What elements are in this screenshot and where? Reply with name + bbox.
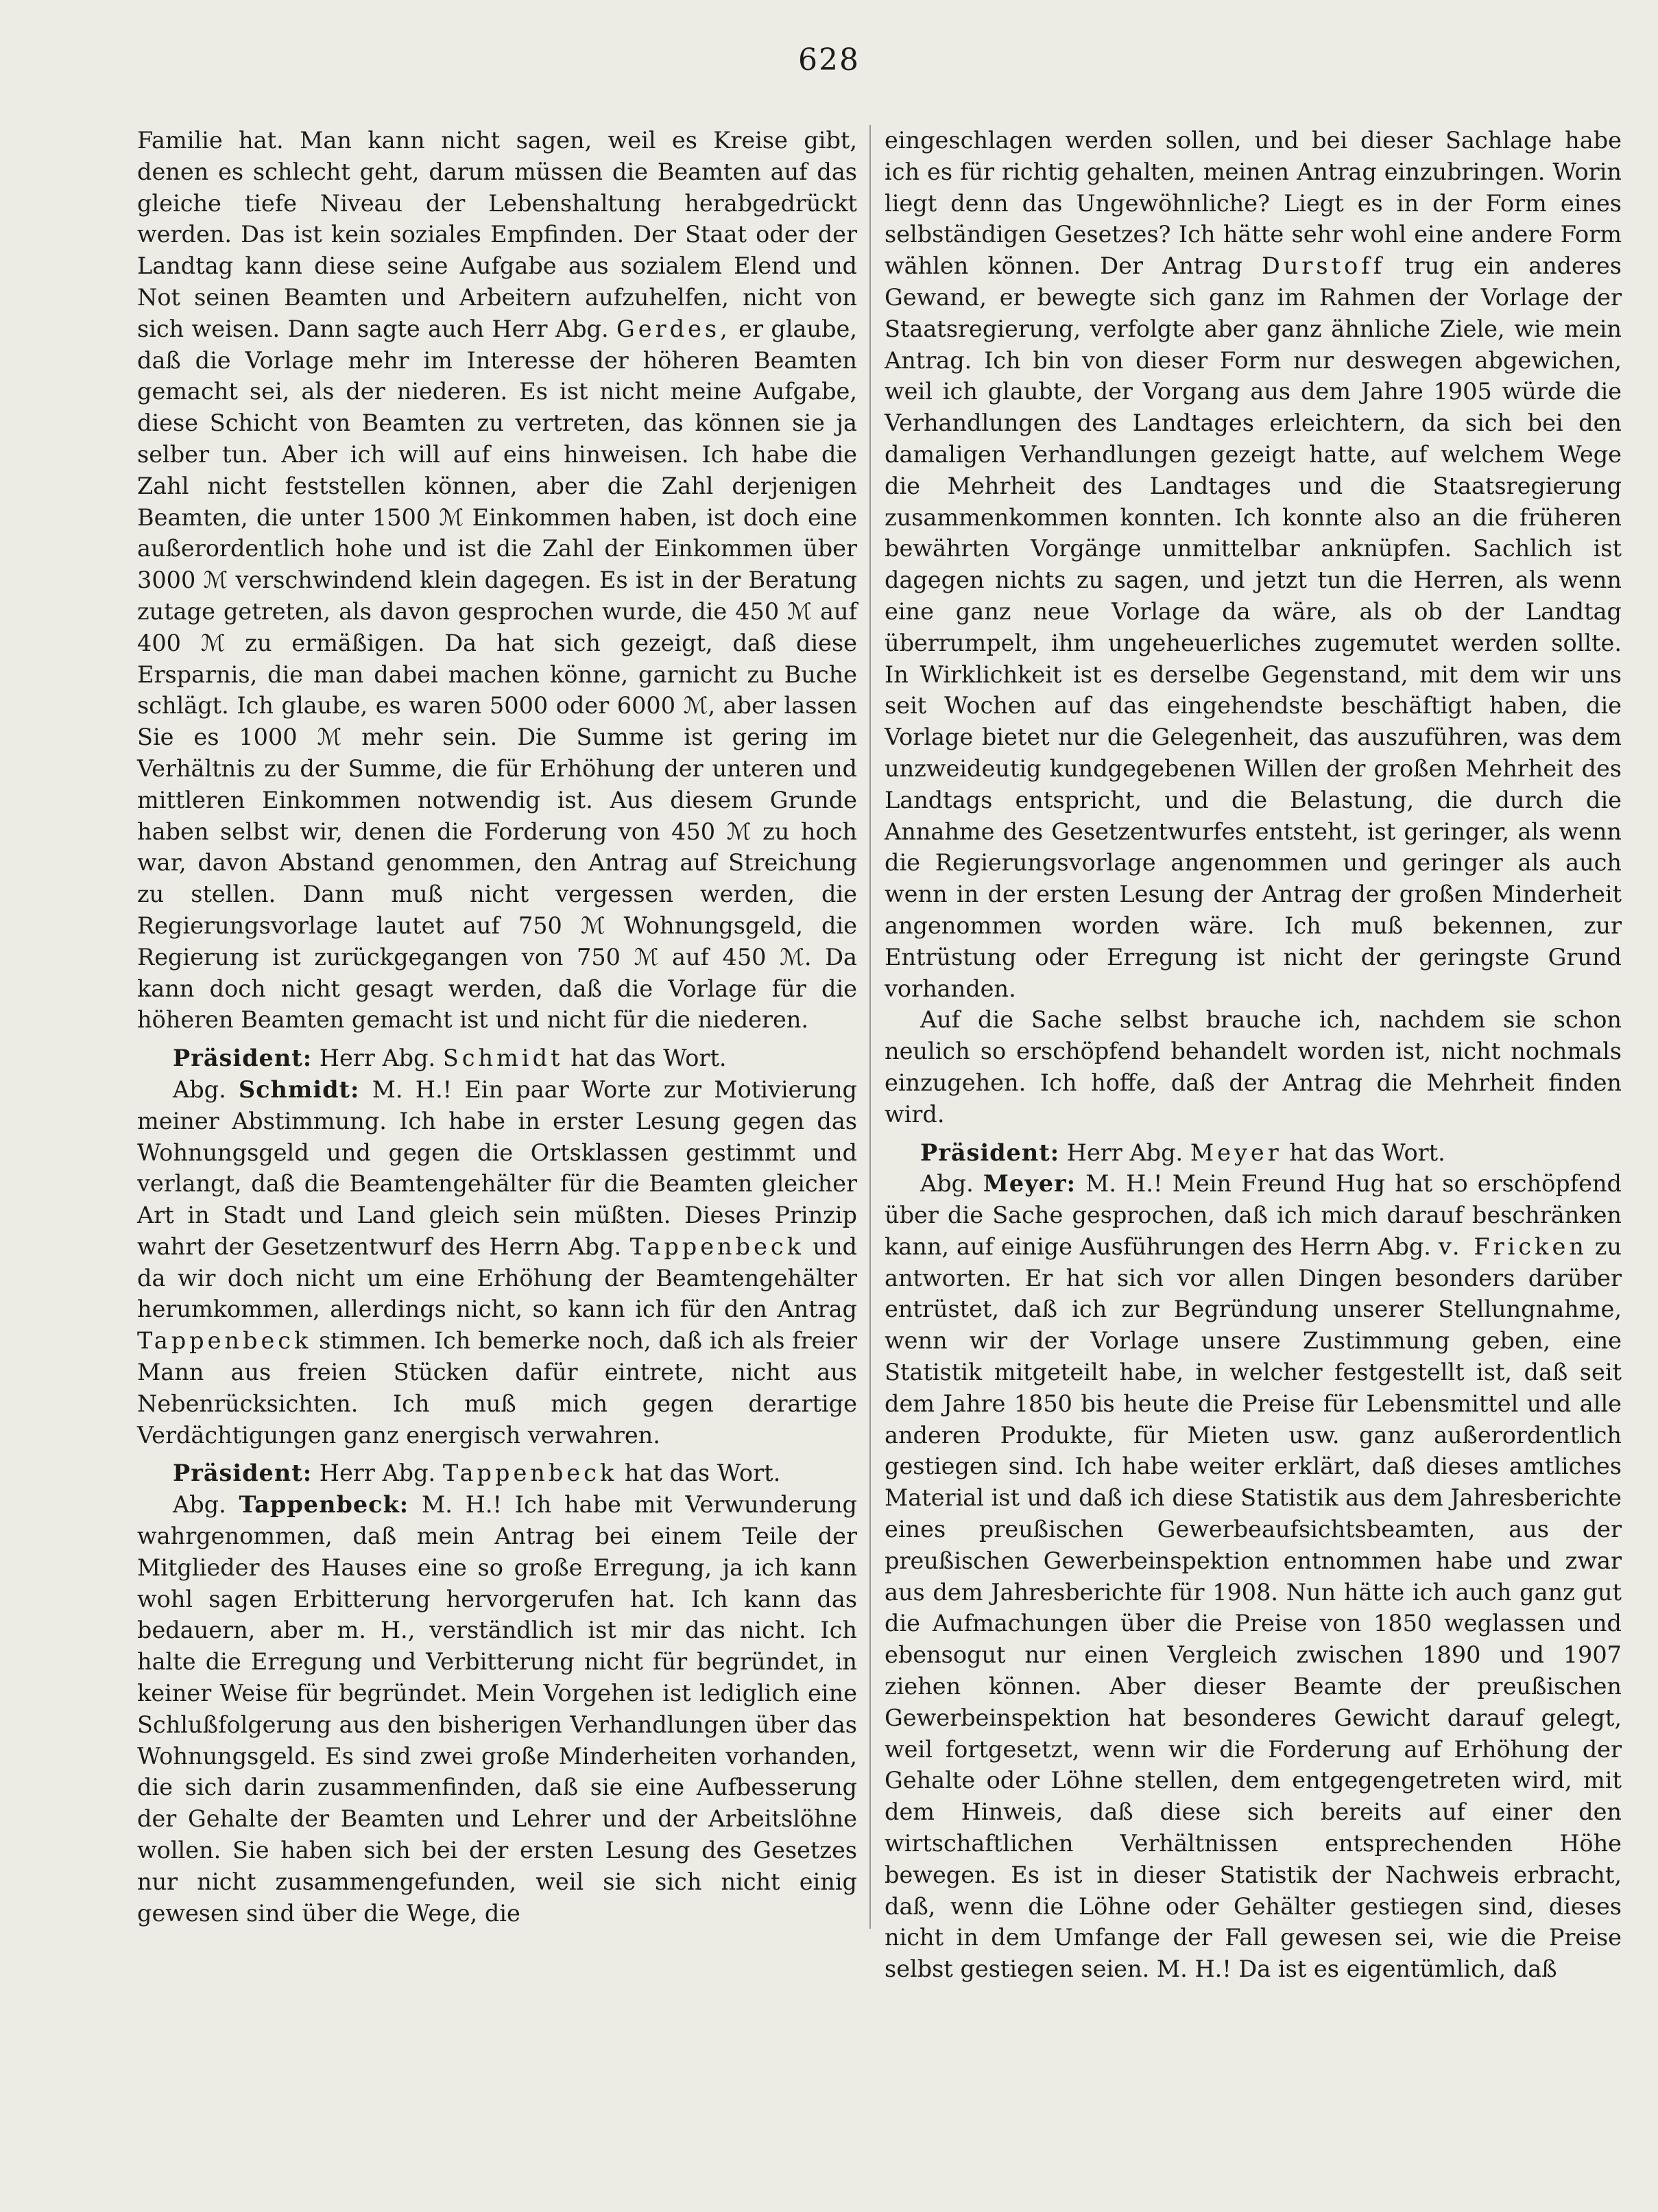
speaker-label: Präsident: [920,1139,1060,1166]
paragraph-text: trug ein anderes Gewand, er bewegte sich ganz im Rahmen der Vorlage der Staatsregierung, verfolgte aber ganz ähnliche Ziele, wie mein Antrag. Ich bin von dieser Form nur deswegen abgewichen, weil ich glaubte, der Vorgang aus dem Jahre 1905 würde die Verhandlungen des Landtages erleichtern, da sich bei den damaligen Verhandlungen gezeigt hatte, auf welchem Wege die Mehrheit des Landtages und die Staatsregierung zusammenkommen konnten. Ich konnte also an die früheren bewährten Vorgänge unmittelbar anknüpfen. Sachlich ist dagegen nichts zu sagen, und jetzt tun die Herren, als wenn eine ganz neue Vorlage da wäre, als ob der Landtag überrumpelt, ihm ungeheuerliches zugemutet werden sollte. In Wirklichkeit ist es derselbe Gegenstand, mit dem wir uns seit Wochen auf das eingehendste beschäftigt haben, die Vorlage bietet nur die Gelegenheit, das auszuführen, was dem unzweideutig kundgegebenen Willen der großen Mehrheit des Landtags entspricht, und die Belastung, die durch die Annahme des Gesetzentwurfes entsteht, ist geringer, als wenn die Regierungsvorlage angenommen und geringer als auch wenn in der ersten Lesung der Antrag der großen Minderheit angenommen worden wäre. Ich muß bekennen, zur Entrüstung oder Erregung ist nicht der geringste Grund vorhanden. [885,252,1622,1002]
column-divider [869,125,871,1929]
speaker-label: Präsident: [173,1460,313,1487]
paragraph-text: Herr Abg. [319,1460,436,1487]
paragraph-text: M. H.! Ich habe mit Verwunderung wahrgenommen, daß mein Antrag bei einem Teile der Mitglieder des Hauses eine so große Erregung, ja ich kann wohl sagen Erbitterung hervorgerufen hat. Ich kann das bedauern, aber m. H., verständlich ist mir das nicht. Ich halte die Erregung und Verbitterung nicht für begründet, in keiner Weise für begründet. Mein Vorgehen ist lediglich eine Schlußfolgerung aus den bisherigen Verhandlungen über das Wohnungsgeld. Es sind zwei große Minderheiten vorhanden, die sich darin zusammenfinden, daß sie eine Aufbesserung der Gehalte der Beamten und Lehrer und der Arbeitslöhne wollen. Sie haben sich bei der ersten Lesung des Gesetzes nur nicht zusammengefunden, weil sie sich nicht einig gewesen sind über die Wege, die [137,1491,857,1927]
right-column [885,125,1622,1985]
paragraph-text: Auf die Sache selbst brauche ich, nachdem sie schon neulich so erschöpfend behandelt worden ist, nicht nochmals einzugehen. Ich hoffe, daß der Antrag die Mehrheit finden wird. [885,1006,1622,1128]
speaker-name: Schmidt [442,1045,564,1072]
paragraph-text: er glaube, daß die Vorlage mehr im Interesse der höheren Beamten gemacht sei, als der niederen. Es ist nicht meine Aufgabe, diese Schicht von Beamten zu vertreten, das können sie ja selber tun. Aber ich will auf eins hinweisen. Ich habe die Zahl nicht feststellen können, aber die Zahl derjenigen Beamten, die unter 1500 ℳ Einkommen haben, ist doch eine außerordentlich hohe und ist die Zahl der Einkommen über 3000 ℳ verschwindend klein dagegen. Es ist in der Beratung zutage getreten, als davon gesprochen wurde, die 450 ℳ auf 400 ℳ zu ermäßigen. Da hat sich gezeigt, daß diese Ersparnis, die man dabei machen könne, garnicht zu Buche schlägt. Ich glaube, es waren 5000 oder 6000 ℳ, aber lassen Sie es 1000 ℳ mehr sein. Die Summe ist gering im Verhältnis zu der Summe, die für Erhöhung der unteren und mittleren Einkommen notwendig ist. Aus diesem Grunde haben selbst wir, denen die Forderung von 450 ℳ zu hoch war, davon Abstand genommen, den Antrag auf Streichung zu stellen. Dann muß nicht vergessen werden, die Regierungsvorlage lautet auf 750 ℳ Wohnungsgeld, die Regierung ist zurückgegangen von 750 ℳ auf 450 ℳ. Da kann doch nicht gesagt werden, daß die Vorlage für die höheren Beamten gemacht ist und nicht für die niederen. [137,315,858,1034]
speaker-name: Gerdes, [616,315,731,342]
paragraph-text: Familie hat. Man kann nicht sagen, weil es Kreise gibt, denen es schlecht geht, darum müssen die Beamten auf das gleiche tiefe Niveau der Lebenshaltung herabgedrückt werden. Das ist kein soziales Empfinden. Der Staat oder der Landtag kann diese seine Aufgabe aus sozialem Elend und Not seinen Beamten und Arbeitern aufzuhelfen, nicht von sich weisen. Dann sagte auch Herr Abg. [137,127,857,342]
speaker-name: Tappenbeck [137,1327,312,1355]
president-line [137,1458,857,1489]
president-line [885,1137,1622,1169]
speech-paragraph [885,1168,1622,1985]
speaker-name: Durstoff [1261,252,1386,280]
speaker-label: Tappenbeck: [239,1491,409,1519]
speaker-name: Tappenbeck [629,1233,804,1260]
speaker-label: Schmidt: [238,1075,360,1103]
speaker-name: v. Fricken [1438,1233,1587,1260]
paragraph-text: hat das Wort. [1289,1139,1445,1166]
paragraph [885,125,1622,1004]
paragraph-text: M. H.! Ein paar Worte zur Motivierung meiner Abstimmung. Ich habe in erster Lesung gegen das Wohnungsgeld und gegen die Ortsklassen gestimmt und verlangt, daß die Beamtengehälter für die Beamten gleicher Art in Stadt und Land gleich sein müßten. Dieses Prinzip wahrt der Gesetzentwurf des Herrn Abg. [137,1075,857,1260]
paragraph-text: Herr Abg. [1066,1139,1184,1166]
paragraph-text: und da wir doch nicht um eine Erhöhung der Beamtengehälter herumkommen, allerdings nicht, so kann ich für den Antrag [137,1233,858,1323]
paragraph-text: eingeschlagen werden sollen, und bei dieser Sachlage habe ich es für richtig gehalten, meinen Antrag einzubringen. Worin liegt denn das Ungewöhnliche? Liegt es in der Form eines selbständigen Gesetzes? Ich hätte sehr wohl eine andere Form wählen können. Der Antrag [885,127,1622,280]
paragraph-text: zu antworten. Er hat sich vor allen Dingen besonders darüber entrüstet, daß ich zur Begründung unserer Stellungnahme, wenn wir der Vorlage unsere Zustimmung geben, eine Statistik mitgeteilt habe, in welcher festgestellt ist, daß seit dem Jahre 1850 bis heute die Preise für Lebensmittel und alle anderen Produkte, für Mieten usw. ganz außerordentlich gestiegen sind. Ich habe weiter erklärt, daß dieses amtliches Material ist und daß ich diese Statistik aus dem Jahresberichte eines preußischen Gewerbeaufsichtsbeamten, aus der preußischen Gewerbeinspektion entnommen habe und zwar aus dem Jahresberichte für 1908. Nun hätte ich auch ganz gut die Aufmachungen über die Preise von 1850 weglassen und ebensogut nur einen Vergleich zwischen 1890 und 1907 ziehen können. Aber dieser Beamte der preußischen Gewerbeinspektion hat besonderes Gewicht darauf gelegt, weil fortgesetzt, wenn wir die Forderung auf Erhöhung der Gehalte oder Löhne stellen, dem entgegengetreten wird, mit dem Hinweis, daß diese sich bereits auf einer den wirtschaftlichen Verhältnissen entsprechenden Höhe bewegen. Es ist in dieser Statistik der Nachweis erbracht, daß, wenn die Löhne oder Gehälter gestiegen sind, dieses nicht in dem Umfange der Fall gewesen sei, wie die Preise selbst gestiegen seien. M. H.! Da ist es eigentümlich, daß [885,1233,1622,1983]
paragraph-text: M. H.! Mein Freund Hug hat so erschöpfend über die Sache gesprochen, daß ich mich darauf beschränken kann, auf einige Ausführungen des Herrn Abg. [885,1170,1622,1260]
left-column [137,125,857,1929]
president-line [137,1043,857,1074]
paragraph-text: Herr Abg. [319,1045,436,1072]
paragraph [137,125,857,1036]
paragraph-text: hat das Wort. [570,1045,727,1072]
speech-paragraph [137,1489,857,1929]
speech-paragraph [137,1074,857,1451]
paragraph [885,1004,1622,1130]
paragraph-text: stimmen. Ich bemerke noch, daß ich als freier Mann aus freien Stücken dafür eintrete, nicht aus Nebenrücksichten. Ich muß mich gegen derartige Verdächtigungen ganz energisch verwahren. [137,1327,858,1449]
abg-prefix: Abg. [173,1491,226,1519]
speaker-name: Tappenbeck [442,1460,618,1487]
page-number: 628 [798,43,860,78]
abg-prefix: Abg. [173,1075,226,1103]
speaker-label: Meyer: [983,1170,1077,1198]
speaker-label: Präsident: [173,1045,313,1072]
paragraph-text: hat das Wort. [624,1460,781,1487]
abg-prefix: Abg. [920,1170,974,1198]
speaker-name: Meyer [1190,1139,1282,1166]
